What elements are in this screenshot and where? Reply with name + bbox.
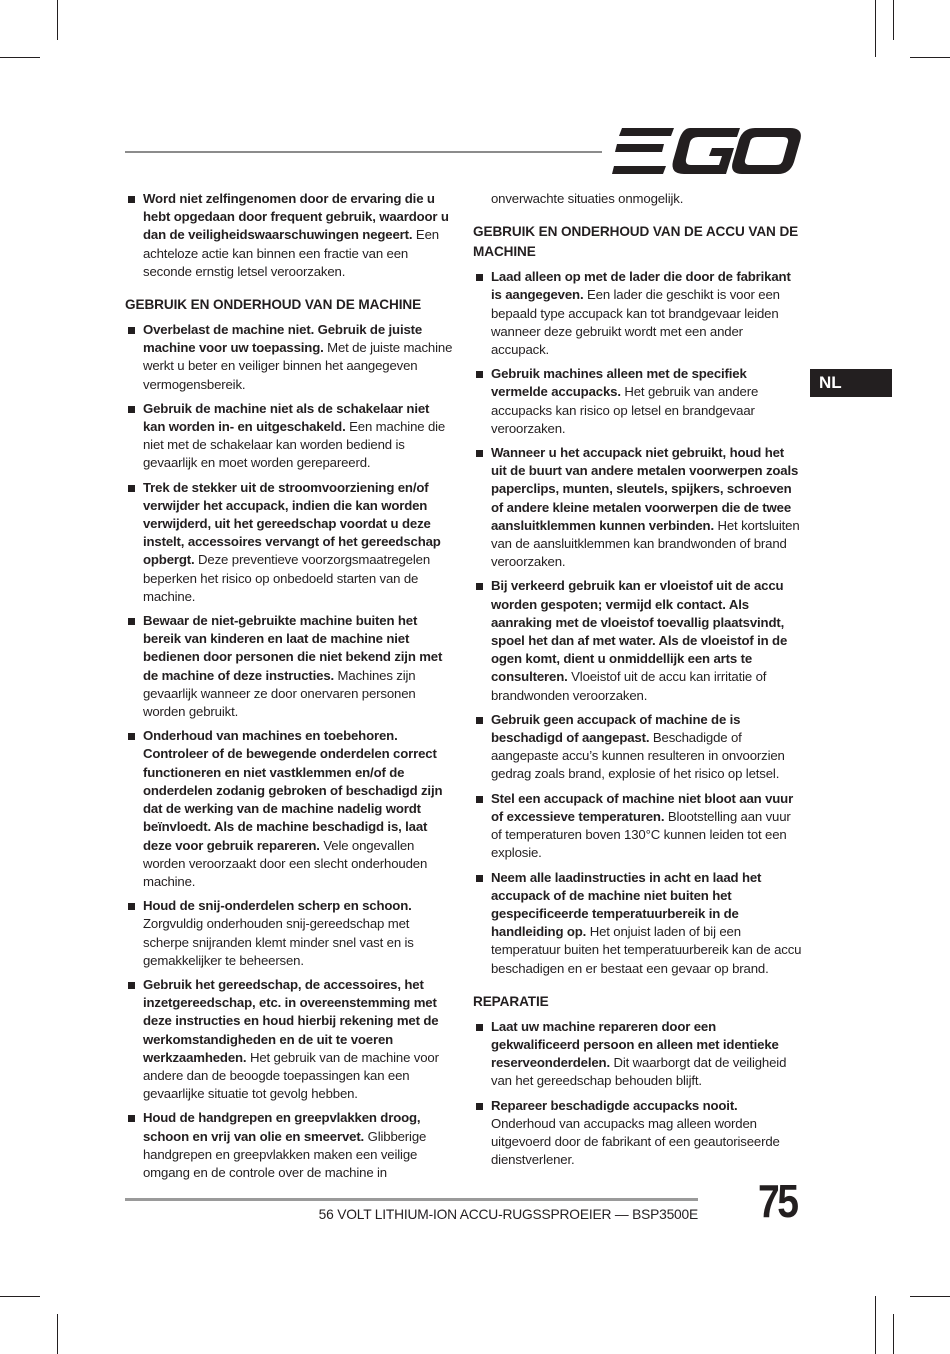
item-bold: Trek de stekker uit de stroomvoorziening en/of verwijder het accupack, indien die kan worden verwijderd, uit het gereedschap voordat u deze instelt, accessoires vervangt of het gereedschap opbergt. [143, 479, 441, 568]
crop-mark [875, 0, 876, 57]
list-item [125, 897, 455, 970]
item-text: Dit waarborgt dat de veiligheid van het gereedschap behouden blijft. [491, 1055, 787, 1089]
crop-mark [910, 57, 950, 58]
item-text: Een machine die niet met de schakelaar kan worden bediend is gevaarlijk en moet worden gerepareerd. [143, 419, 446, 471]
item-bold: Houd de handgrepen en greepvlakken droog, schoon en vrij van olie en smeervet. [143, 1110, 421, 1144]
list-item [473, 711, 803, 784]
list-item [473, 1097, 803, 1170]
square-bullet-icon [476, 1103, 483, 1110]
footer-title: 56 VOLT LITHIUM-ION ACCU-RUGSSPROEIER — BSP3500E [318, 1207, 698, 1222]
section-heading: REPARATIE [473, 993, 549, 1009]
crop-mark [893, 0, 894, 40]
item-text: Onderhoud van accupacks mag alleen worden uitgevoerd door de fabrikant of een geautoriseerde dienstverlener. [491, 1115, 780, 1168]
list-item [473, 444, 803, 571]
item-bold: Neem alle laadinstructies in acht en laad het accupack of de machine niet buiten het gespecificeerde temperatuurbereik in de handleiding op. [491, 869, 762, 940]
safety-list-repair [473, 1018, 803, 1170]
item-text: Een achteloze actie kan binnen een fractie van een seconde ernstig letsel veroorzaken. [143, 227, 439, 279]
list-item [125, 400, 455, 473]
item-bold: Bij verkeerd gebruik kan er vloeistof uit de accu worden gespoten; vermijd elk contact. Als aanraking met de vloeistof toevallig plaatsvindt, spoel het dan af met water. Als de vloeistof in de ogen komt, dient u onmiddellijk een arts te consulteren. [491, 578, 788, 685]
square-bullet-icon [128, 327, 135, 334]
item-text: Het gebruik van de machine voor andere dan de beoogde toepassingen kan een gevaarlijke situatie tot gevolg hebben. [143, 1049, 439, 1102]
list-item [125, 479, 455, 606]
item-text: Glibberige handgrepen en greepvlakken maken een veilige omgang en de controle over de machine in [143, 1128, 427, 1180]
item-text: Het onjuist laden of bij een temperatuur buiten het temperatuurbereik kan de accu beschadigen en er bestaat een gevaar op brand. [491, 924, 802, 976]
item-text: Beschadigde of aangepaste accu’s kunnen resulteren in onvoorzien gedrag zoals brand, explosie of het risico op letsel. [491, 730, 785, 782]
left-column [125, 190, 455, 1188]
crop-mark [875, 1296, 876, 1354]
square-bullet-icon [476, 371, 483, 378]
list-item [125, 321, 455, 394]
item-bold: Stel een accupack of machine niet bloot aan vuur of excessieve temperaturen. [491, 790, 794, 824]
square-bullet-icon [476, 1024, 483, 1031]
square-bullet-icon [476, 274, 483, 281]
square-bullet-icon [128, 196, 135, 203]
item-bold: Bewaar de niet-gebruikte machine buiten het bereik van kinderen en laat de machine niet bedienen door personen die niet bekend zijn met de machine of deze instructies. [143, 613, 443, 683]
item-text: Zorgvuldig onderhouden snij-gereedschap met scherpe snijranden klemt minder snel vast en is gemakkelijker te beheersen. [143, 916, 414, 968]
safety-list-machine [125, 321, 455, 1182]
square-bullet-icon [476, 450, 483, 457]
item-text: Deze preventieve voorzorgsmaatregelen beperken het risico op onbedoeld starten van de machine. [143, 552, 431, 604]
item-bold: Gebruik geen accupack of machine de is beschadigd of aangepast. [491, 711, 741, 746]
list-item [473, 1018, 803, 1091]
list-item [125, 612, 455, 721]
square-bullet-icon [476, 796, 483, 803]
section-heading: GEBRUIK EN ONDERHOUD VAN DE MACHINE [125, 297, 422, 313]
footer-rule [125, 1198, 698, 1201]
language-tab: NL [810, 369, 892, 397]
crop-mark [910, 1296, 950, 1297]
item-bold: Wanneer u het accupack niet gebruikt, houd het uit de buurt van andere metalen voorwerpen zoals paperclips, munten, sleutels, spijkers, schroeven of andere kleine metalen voorwerpen die de twee aansluitklemmen kunnen verbinden. [491, 445, 799, 533]
square-bullet-icon [128, 406, 135, 413]
list-item [473, 365, 803, 438]
square-bullet-icon [476, 875, 483, 882]
list-item [125, 190, 455, 281]
list-item [125, 1109, 455, 1182]
list-item [473, 869, 803, 978]
right-column [473, 190, 803, 1175]
item-text: Het gebruik van andere accupacks kan risico op letsel en brandgevaar veroorzaken. [491, 384, 759, 436]
item-bold: Laat uw machine repareren door een gekwalificeerd persoon en alleen met identieke reserveonderdelen. [491, 1018, 779, 1071]
crop-mark [0, 1296, 40, 1297]
continuation-text: onverwachte situaties onmogelijk. [491, 191, 684, 206]
square-bullet-icon [476, 717, 483, 724]
item-bold: Gebruik het gereedschap, de accessoires, het inzetgereedschap, etc. in overeenstemming met deze instructies en houd hierbij rekening met de werkomstandigheden en de uit te voeren werkzaamheden. [143, 976, 439, 1065]
item-text: Vele ongevallen worden veroorzaakt door een slecht onderhouden machine. [143, 837, 428, 889]
item-text: Het kortsluiten van de aansluitklemmen kan brandwonden of brand veroorzaken. [491, 517, 800, 570]
crop-mark [893, 1314, 894, 1354]
square-bullet-icon [128, 733, 135, 740]
square-bullet-icon [128, 903, 135, 910]
item-text: Vloeistof uit de accu kan irritatie of brandwonden veroorzaken. [491, 669, 767, 703]
page-number: 75 [758, 1175, 797, 1227]
item-bold: Overbelast de machine niet. Gebruik de juiste machine voor uw toepassing. [143, 322, 423, 356]
item-bold: Houd de snij-onderdelen scherp en schoon. [143, 898, 412, 914]
list-item [125, 727, 455, 891]
ego-logo [612, 128, 802, 174]
section-heading: GEBRUIK EN ONDERHOUD VAN DE ACCU VAN DE MACHINE [473, 224, 799, 260]
header-rule [125, 151, 602, 153]
item-bold: Word niet zelfingenomen door de ervaring die u hebt opgedaan door frequent gebruik, waardoor u dan de veiligheidswaarschuwingen negeert. [143, 191, 449, 243]
item-bold: Laad alleen op met de lader die door de fabrikant is aangegeven. [491, 269, 791, 303]
crop-mark [57, 0, 58, 40]
safety-list-general [125, 190, 455, 281]
square-bullet-icon [128, 485, 135, 492]
square-bullet-icon [128, 1115, 135, 1122]
item-bold: Repareer beschadigde accupacks nooit. [491, 1097, 738, 1113]
item-text: Met de juiste machine werkt u beter en veiliger binnen het aangegeven vermogensbereik. [143, 340, 453, 392]
list-item [473, 790, 803, 863]
square-bullet-icon [476, 583, 483, 590]
item-text: Machines zijn gevaarlijk wanneer ze door onervaren personen worden gebruikt. [143, 667, 416, 720]
item-text: Blootstelling aan vuur of temperaturen boven 130°C kunnen leiden tot een explosie. [491, 808, 791, 861]
crop-mark [0, 57, 40, 58]
item-bold: Gebruik machines alleen met de specifiek vermelde accupacks. [491, 366, 747, 400]
list-item [473, 268, 803, 359]
crop-mark [57, 1314, 58, 1354]
item-bold: Gebruik de machine niet als de schakelaar niet kan worden in- en uitgeschakeld. [143, 400, 430, 435]
safety-list-battery [473, 268, 803, 978]
item-text: Een lader die geschikt is voor een bepaald type accupack kan tot brandgevaar leiden wanneer deze gebruikt wordt met een ander accupack. [491, 287, 780, 358]
list-item [125, 976, 455, 1103]
list-item [473, 577, 803, 704]
item-bold: Onderhoud van machines en toebehoren. Controleer of de bewegende onderdelen correct functioneren en niet vastklemmen en/of de onderdelen zodanig gebroken of beschadigd zijn dat de werking van de machine nadelig wordt beïnvloedt. Als de machine beschadigd is, laat deze voor gebruik repareren. [143, 728, 443, 853]
square-bullet-icon [128, 982, 135, 989]
square-bullet-icon [128, 618, 135, 625]
